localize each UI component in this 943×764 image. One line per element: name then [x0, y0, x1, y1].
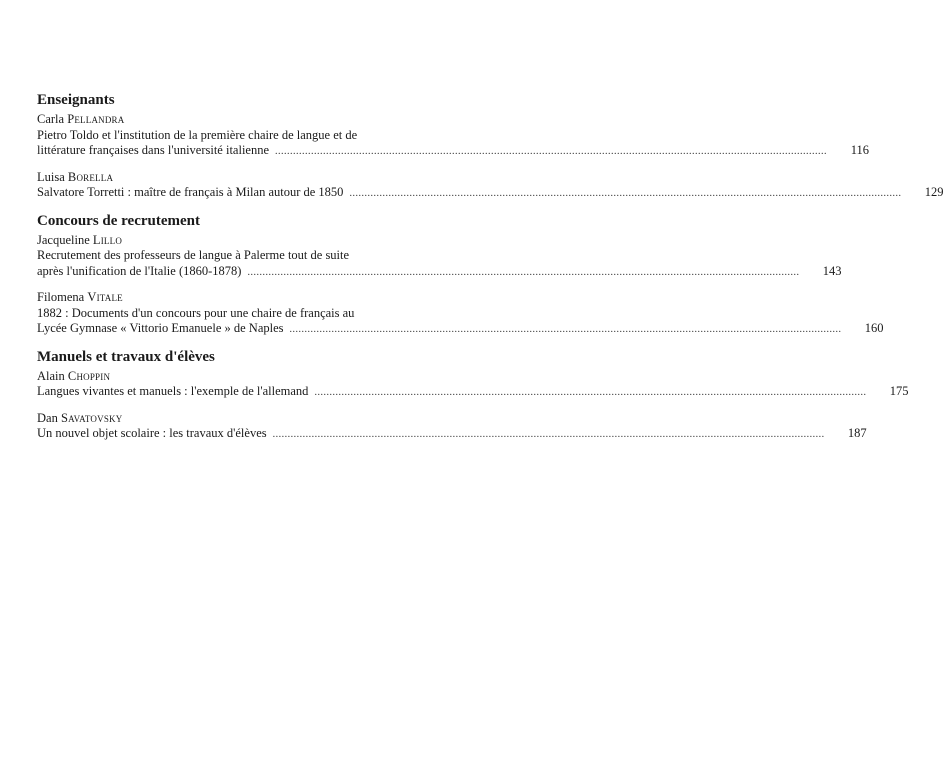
section-title: Enseignants — [37, 92, 115, 108]
entry-title-line — [37, 128, 469, 144]
entry-title-text: Salvatore Torretti : maître de français à Milan autour de 1850 — [37, 185, 344, 199]
dot-leader — [247, 265, 799, 281]
author-surname: Savatovsky — [60, 410, 123, 425]
toc-entry — [37, 290, 884, 338]
entry-title-text: Lycée Gymnase « Vittorio Emanuele » de Naples — [37, 321, 284, 335]
author-surname: Choppin — [67, 368, 111, 383]
author-name — [37, 290, 469, 306]
toc-entry — [37, 368, 909, 401]
toc-section-enseignants — [37, 91, 943, 202]
author-surname: Lillo — [92, 232, 123, 247]
page-number: 143 — [822, 263, 842, 278]
table-of-contents — [37, 91, 943, 453]
entry-title-line-last — [37, 263, 842, 281]
toc-entry — [37, 112, 870, 160]
entry-title-line-last — [37, 143, 870, 160]
entry-title-line — [37, 248, 469, 264]
entry-title-line-last — [37, 384, 909, 401]
entry-title-line-last — [37, 426, 867, 443]
author-name — [37, 411, 469, 427]
author-first-name: Luisa — [37, 169, 65, 184]
author-name — [37, 112, 469, 128]
dot-leader — [273, 427, 825, 443]
toc-section-manuels — [37, 348, 909, 443]
entry-title-line-last — [37, 185, 943, 202]
entry-title-text: littérature françaises dans l'université italienne — [37, 143, 270, 157]
entry-title-text: 1882 : Documents d'un concours pour une chaire de français au — [37, 305, 355, 320]
dot-leader — [314, 385, 866, 401]
toc-entry — [37, 232, 842, 281]
page-number: 175 — [889, 384, 909, 398]
author-surname: Vitale — [87, 290, 123, 304]
section-title: Concours de recrutement — [37, 212, 201, 229]
entry-title-line-last — [37, 321, 884, 338]
page-number: 116 — [850, 143, 870, 157]
author-surname: Pellandra — [67, 112, 125, 126]
toc-entry — [37, 169, 943, 202]
author-first-name: Carla — [37, 112, 65, 126]
page-number: 129 — [924, 185, 943, 199]
author-name — [37, 369, 469, 385]
section-title: Manuels et travaux d'élèves — [37, 348, 215, 365]
dot-leader — [349, 186, 901, 202]
entry-title-text: Pietro Toldo et l'institution de la première chaire de langue et de — [37, 127, 358, 142]
author-first-name: Alain — [37, 368, 65, 383]
dot-leader — [275, 144, 827, 160]
entry-title-text: après l'unification de l'Italie (1860-1878) — [37, 263, 242, 278]
dot-leader — [290, 322, 842, 338]
entry-title-text: Un nouvel objet scolaire : les travaux d'élèves — [37, 426, 267, 440]
author-surname: Borella — [67, 169, 114, 184]
entry-title-line — [37, 306, 469, 322]
page-number: 187 — [847, 426, 867, 440]
author-first-name: Dan — [37, 410, 58, 425]
toc-entry — [37, 410, 867, 443]
author-first-name: Filomena — [37, 290, 85, 304]
author-name — [37, 170, 469, 186]
page-number: 160 — [864, 321, 884, 335]
author-name — [37, 233, 469, 249]
entry-title-text: Langues vivantes et manuels : l'exemple de l'allemand — [37, 384, 309, 398]
toc-section-concours — [37, 212, 884, 338]
entry-title-text: Recrutement des professeurs de langue à Palerme tout de suite — [37, 248, 350, 262]
author-first-name: Jacqueline — [37, 232, 90, 247]
